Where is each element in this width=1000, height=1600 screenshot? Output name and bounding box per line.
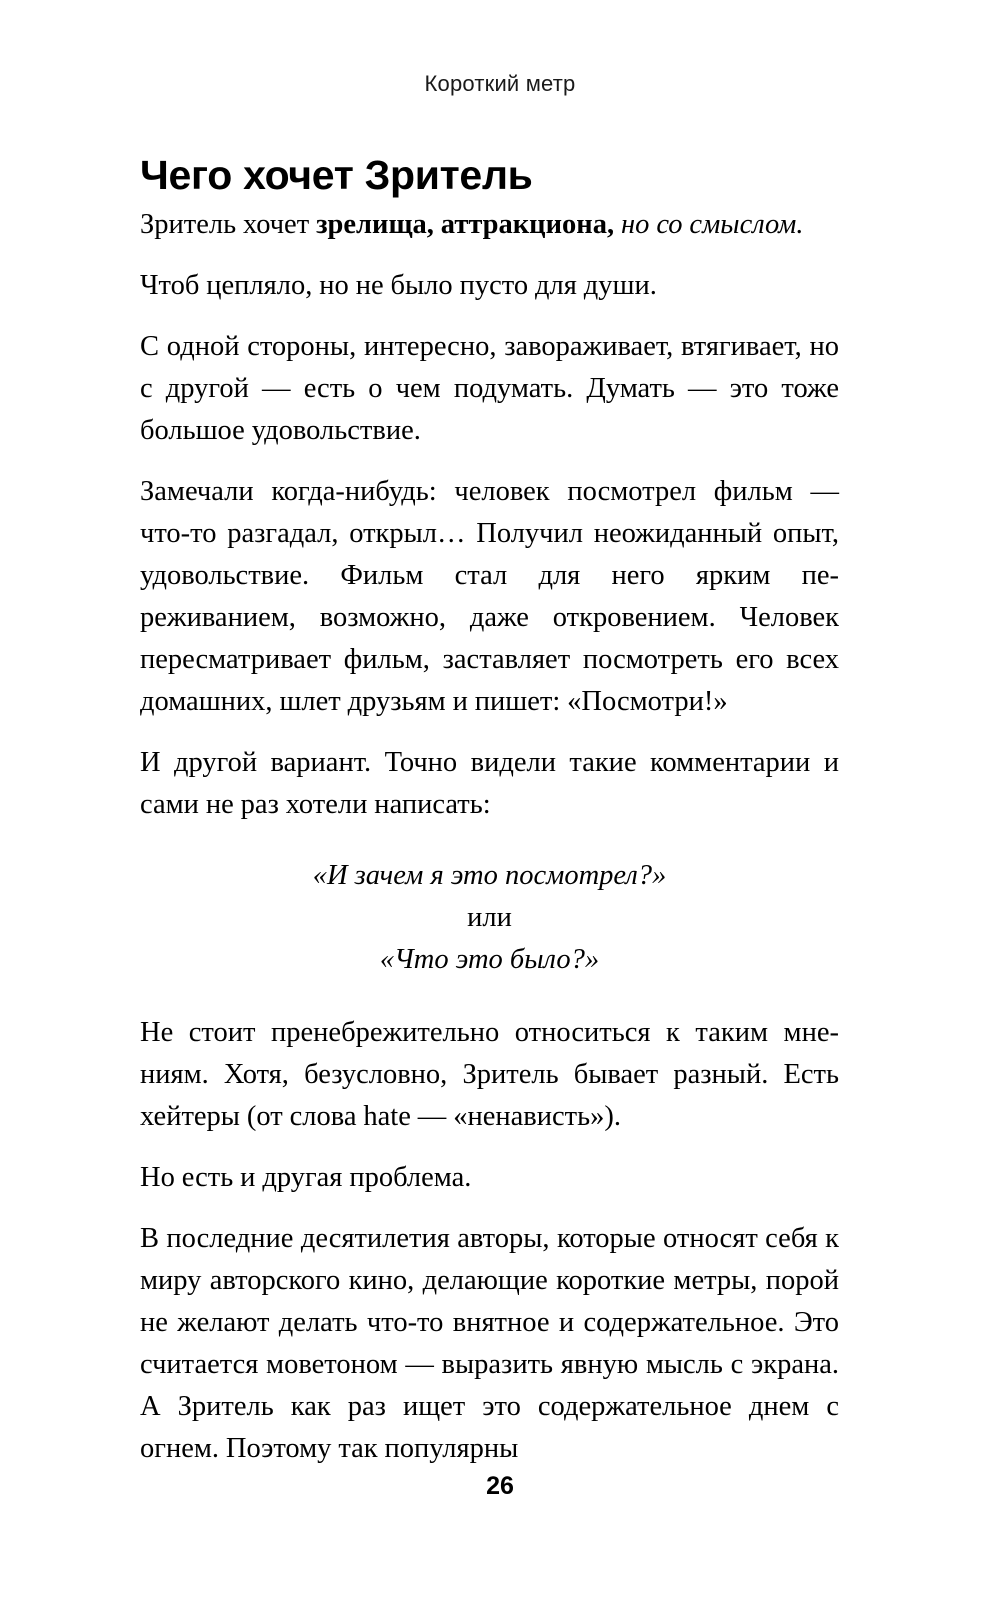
quote-conjunction: или: [467, 902, 512, 933]
paragraph-8: В последние десятилетия авторы, которые относят себя к миру авторского кино, делающие короткие метры, порой не желают делать что-то внятное и содержательное. Это считается моветоном — выразить явную мысль с экрана. А Зритель как раз ищет это содержательное днем с огнем. Поэтому так популярны: [140, 1223, 839, 1464]
paragraph-3: С одной стороны, интересно, завораживает, втягивает, но с другой — есть о чем подумать. Думать — это тоже большое удовольствие.: [140, 331, 839, 446]
paragraph-1-regular-run: Зритель хочет: [140, 209, 317, 240]
page-number: 26: [486, 1472, 514, 1500]
paragraph-7: Но есть и другая проблема.: [140, 1162, 472, 1193]
paragraph-1-bold-run: зрелища, аттракциона,: [316, 209, 615, 240]
quote-line-2: «Что это было?»: [379, 944, 600, 975]
paragraph-4: Замечали когда-нибудь: человек посмотрел фильм — что-то разгадал, открыл… Получил неожиданный опыт, удовольствие. Фильм стал для него ярким переживанием, возможно, даже откровением. Человек пересматривает фильм, заставляет посмотреть его всех домашних, шлет друзьям и пишет: «Посмотри!»: [140, 476, 839, 717]
pull-quote-block: [140, 855, 839, 981]
paragraph-5: И другой вариант. Точно видели такие комментарии и сами не раз хотели написать:: [140, 747, 839, 820]
paragraph-1: [140, 204, 839, 246]
paragraph-2: Чтоб цепляло, но не было пусто для души.: [140, 270, 657, 301]
body-text-column: [140, 204, 839, 1470]
paragraph-1-italic-run: но со смыслом.: [614, 209, 804, 240]
paragraph-6: Не стоит пренебрежительно относиться к таким мнениям. Хотя, безусловно, Зритель бывает разный. Есть хейтеры (от слова hate — «ненависть»).: [140, 1017, 839, 1132]
running-header: Короткий метр: [424, 71, 576, 96]
quote-line-1: «И зачем я это посмотрел?»: [312, 860, 667, 891]
chapter-title: Чего хочет Зритель: [140, 152, 533, 199]
